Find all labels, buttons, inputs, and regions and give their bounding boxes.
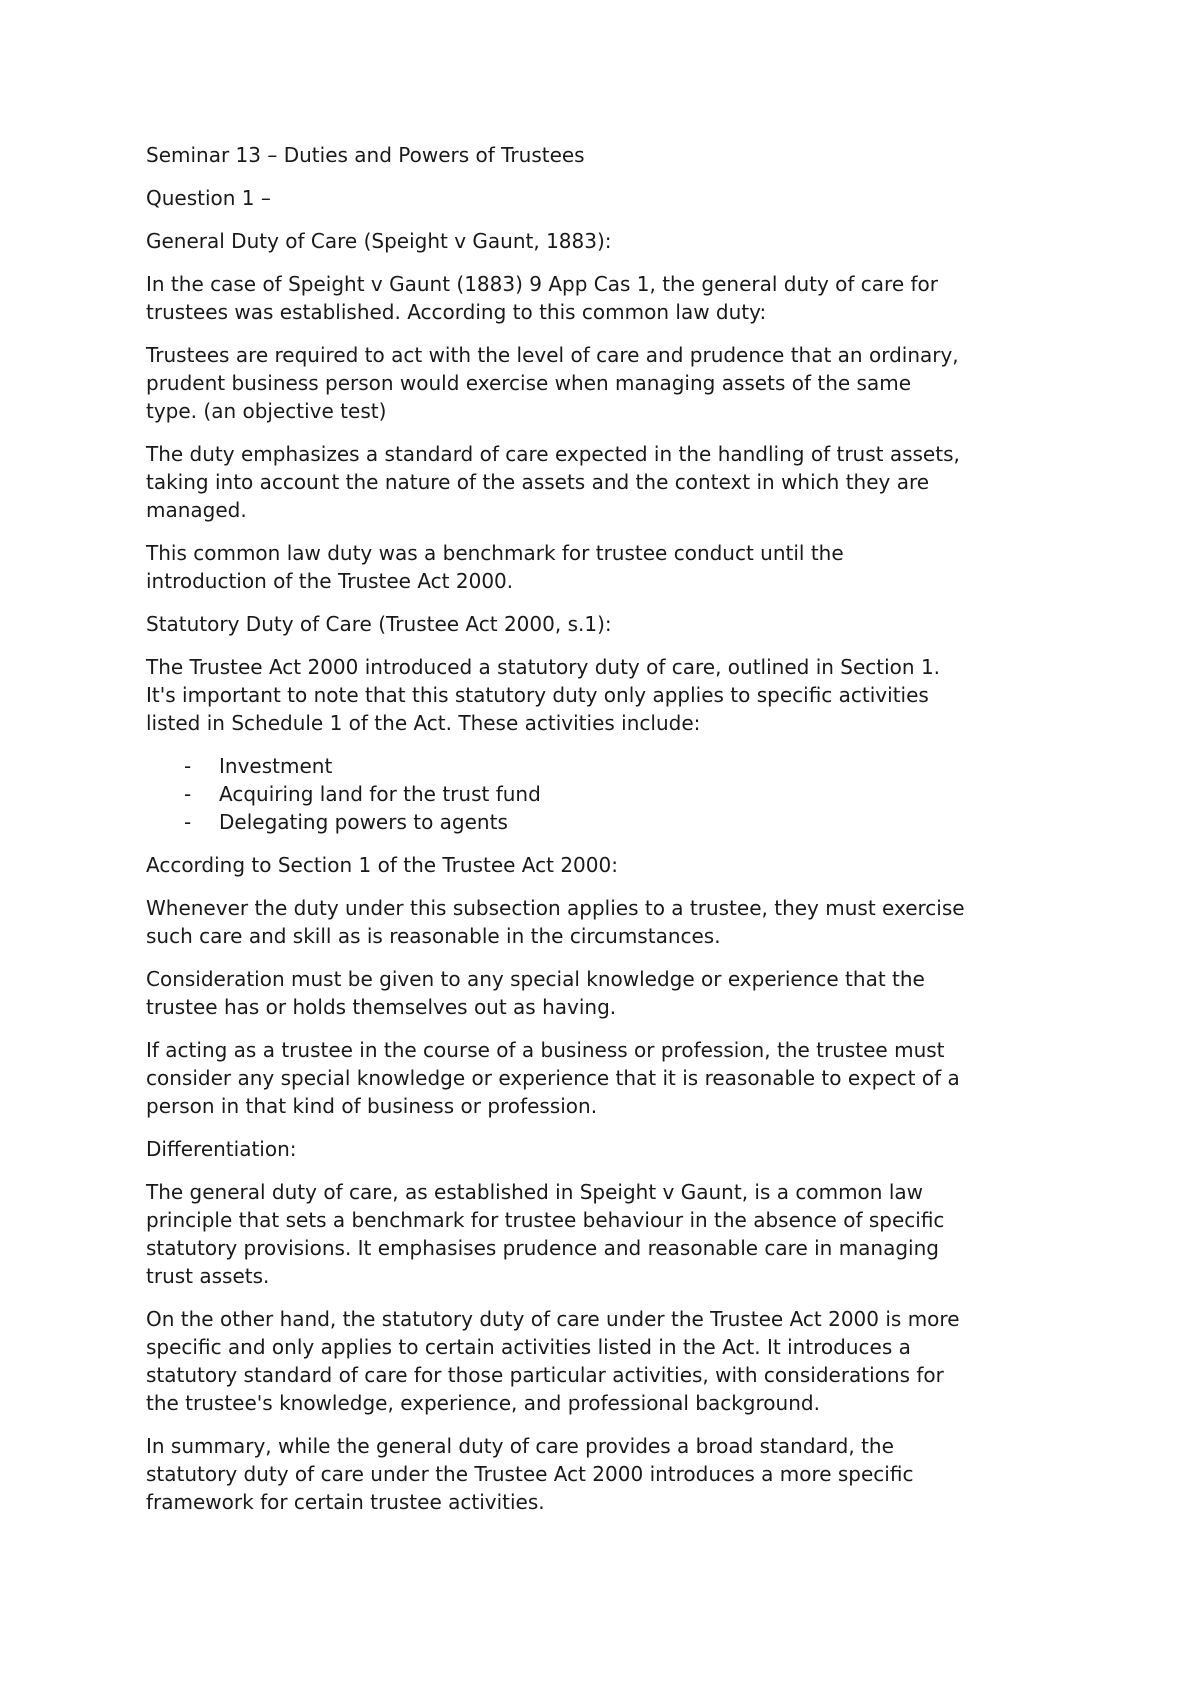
- question-label: Question 1 –: [146, 186, 271, 210]
- list-item-text: Acquiring land for the trust fund: [219, 782, 541, 806]
- document-page: [146, 141, 1076, 1531]
- paragraph-reasonable-care: Whenever the duty under this subsection applies to a trustee, they must exercise such care and skill as is reasonable in the circumstances.: [146, 896, 965, 948]
- paragraph-section-1-intro: According to Section 1 of the Trustee Act 2000:: [146, 853, 618, 877]
- bullet-dash: -: [184, 810, 192, 834]
- list-item-text: Delegating powers to agents: [219, 810, 508, 834]
- activities-list: [146, 752, 1076, 836]
- document-title: Seminar 13 – Duties and Powers of Trustees: [146, 143, 585, 167]
- list-item: [146, 780, 1076, 808]
- paragraph-special-knowledge: Consideration must be given to any special knowledge or experience that the trustee has or holds themselves out as having.: [146, 967, 925, 1019]
- paragraph-professional-trustee: If acting as a trustee in the course of a business or profession, the trustee must consider any special knowledge or experience that it is reasonable to expect of a person in that kind of business or profession.: [146, 1038, 960, 1118]
- paragraph-standard-of-care: The duty emphasizes a standard of care expected in the handling of trust assets, taking into account the nature of the assets and the context in which they are managed.: [146, 442, 960, 522]
- list-item: [146, 752, 1076, 780]
- list-item: [146, 808, 1076, 836]
- general-duty-heading: General Duty of Care (Speight v Gaunt, 1883):: [146, 229, 612, 253]
- paragraph-general-duty-summary: The general duty of care, as established in Speight v Gaunt, is a common law principle that sets a benchmark for trustee behaviour in the absence of specific statutory provisions. It emphasises prudence and reasonable care in managing trust assets.: [146, 1180, 945, 1288]
- statutory-duty-heading: Statutory Duty of Care (Trustee Act 2000, s.1):: [146, 612, 612, 636]
- paragraph-statutory-duty-summary: On the other hand, the statutory duty of care under the Trustee Act 2000 is more specific and only applies to certain activities listed in the Act. It introduces a statutory standard of care for those particular activities, with considerations for the trustee's knowledge, experience, and professional background.: [146, 1307, 960, 1415]
- paragraph-trustee-act: The Trustee Act 2000 introduced a statutory duty of care, outlined in Section 1. It's important to note that this statutory duty only applies to specific activities listed in Schedule 1 of the Act. These activities include:: [146, 655, 941, 735]
- paragraph-conclusion: In summary, while the general duty of care provides a broad standard, the statutory duty of care under the Trustee Act 2000 introduces a more specific framework for certain trustee activities.: [146, 1434, 914, 1514]
- differentiation-heading: Differentiation:: [146, 1137, 297, 1161]
- paragraph-prudent-person: Trustees are required to act with the level of care and prudence that an ordinary, prudent business person would exercise when managing assets of the same type. (an objective test): [146, 343, 959, 423]
- bullet-dash: -: [184, 782, 192, 806]
- paragraph-benchmark: This common law duty was a benchmark for trustee conduct until the introduction of the Trustee Act 2000.: [146, 541, 844, 593]
- bullet-dash: -: [184, 754, 192, 778]
- list-item-text: Investment: [219, 754, 333, 778]
- paragraph-speight-v-gaunt: In the case of Speight v Gaunt (1883) 9 App Cas 1, the general duty of care for trustees was established. According to this common law duty:: [146, 272, 939, 324]
